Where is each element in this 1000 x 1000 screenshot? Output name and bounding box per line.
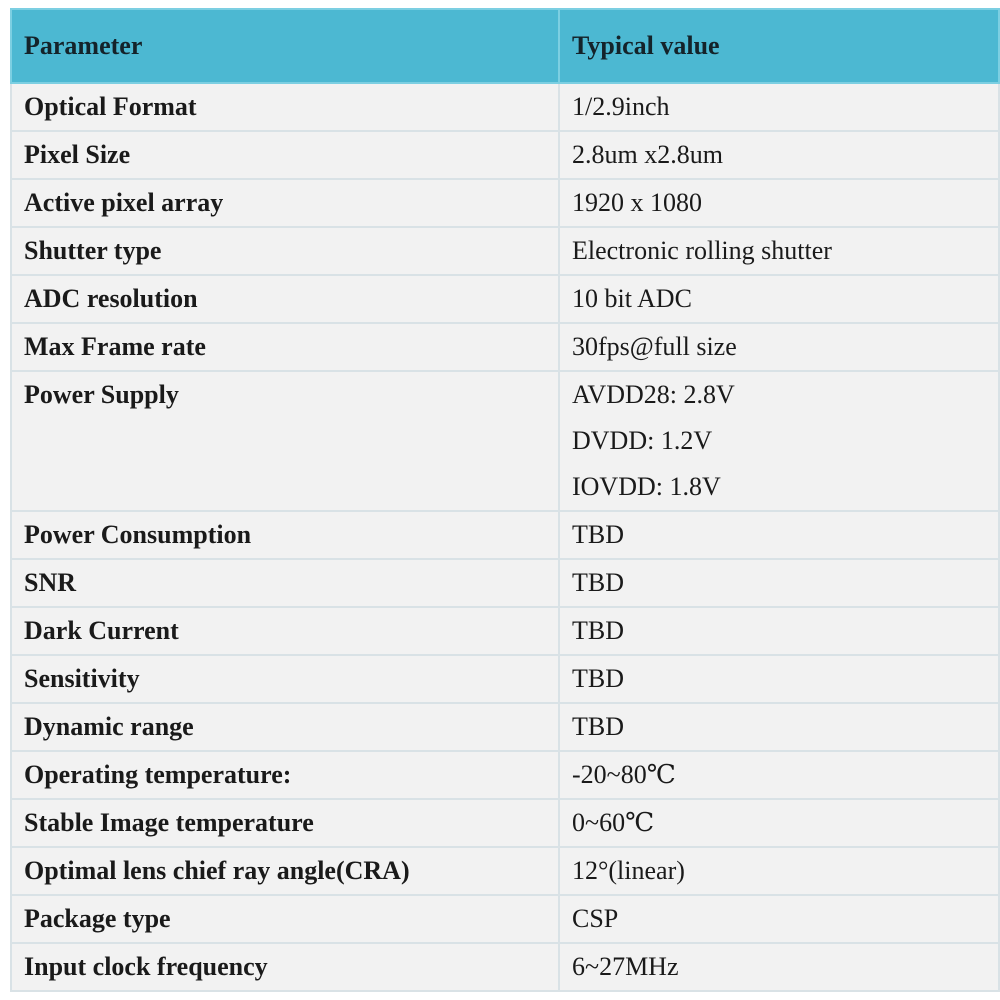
value-cell: CSP [559,895,999,943]
supply-line-dvdd: DVDD: 1.2V [572,426,713,455]
value-cell: 10 bit ADC [559,275,999,323]
value-cell: 30fps@full size [559,323,999,371]
value-cell: TBD [559,607,999,655]
table-row [11,751,999,799]
value-cell: 12°(linear) [559,847,999,895]
table-row [11,83,999,131]
parameter-cell: Active pixel array [11,179,559,227]
value-cell: TBD [559,559,999,607]
table-row [11,227,999,275]
table-row [11,275,999,323]
table-row [11,323,999,371]
table-header-row [11,9,999,83]
parameter-cell: Pixel Size [11,131,559,179]
parameter-cell: Stable Image temperature [11,799,559,847]
table-row [11,131,999,179]
parameter-cell: Shutter type [11,227,559,275]
parameter-cell: Optical Format [11,83,559,131]
table-row [11,703,999,751]
parameter-cell: Input clock frequency [11,943,559,991]
supply-line-iovdd: IOVDD: 1.8V [572,472,721,501]
spec-table [10,8,1000,992]
value-cell: 2.8um x2.8um [559,131,999,179]
value-cell-multi [559,371,999,511]
parameter-cell: Max Frame rate [11,323,559,371]
parameter-cell: Optimal lens chief ray angle(CRA) [11,847,559,895]
header-parameter: Parameter [11,9,559,83]
parameter-cell: Operating temperature: [11,751,559,799]
table-row [11,179,999,227]
table-row [11,799,999,847]
table-row [11,511,999,559]
parameter-cell: ADC resolution [11,275,559,323]
table-row [11,655,999,703]
table-row [11,847,999,895]
header-typical-value: Typical value [559,9,999,83]
parameter-cell: Power Supply [11,371,559,511]
value-cell: Electronic rolling shutter [559,227,999,275]
parameter-cell: Sensitivity [11,655,559,703]
table-row [11,559,999,607]
table-row [11,607,999,655]
parameter-cell: SNR [11,559,559,607]
parameter-cell: Power Consumption [11,511,559,559]
value-cell: -20~80℃ [559,751,999,799]
value-cell: TBD [559,655,999,703]
table-row [11,943,999,991]
table-row [11,895,999,943]
supply-line-avdd: AVDD28: 2.8V [572,380,735,409]
value-cell: 1920 x 1080 [559,179,999,227]
parameter-cell: Dynamic range [11,703,559,751]
parameter-cell: Package type [11,895,559,943]
value-cell: TBD [559,511,999,559]
value-cell: 1/2.9inch [559,83,999,131]
value-cell: TBD [559,703,999,751]
table-row [11,371,999,511]
value-cell: 6~27MHz [559,943,999,991]
value-cell: 0~60℃ [559,799,999,847]
parameter-cell: Dark Current [11,607,559,655]
